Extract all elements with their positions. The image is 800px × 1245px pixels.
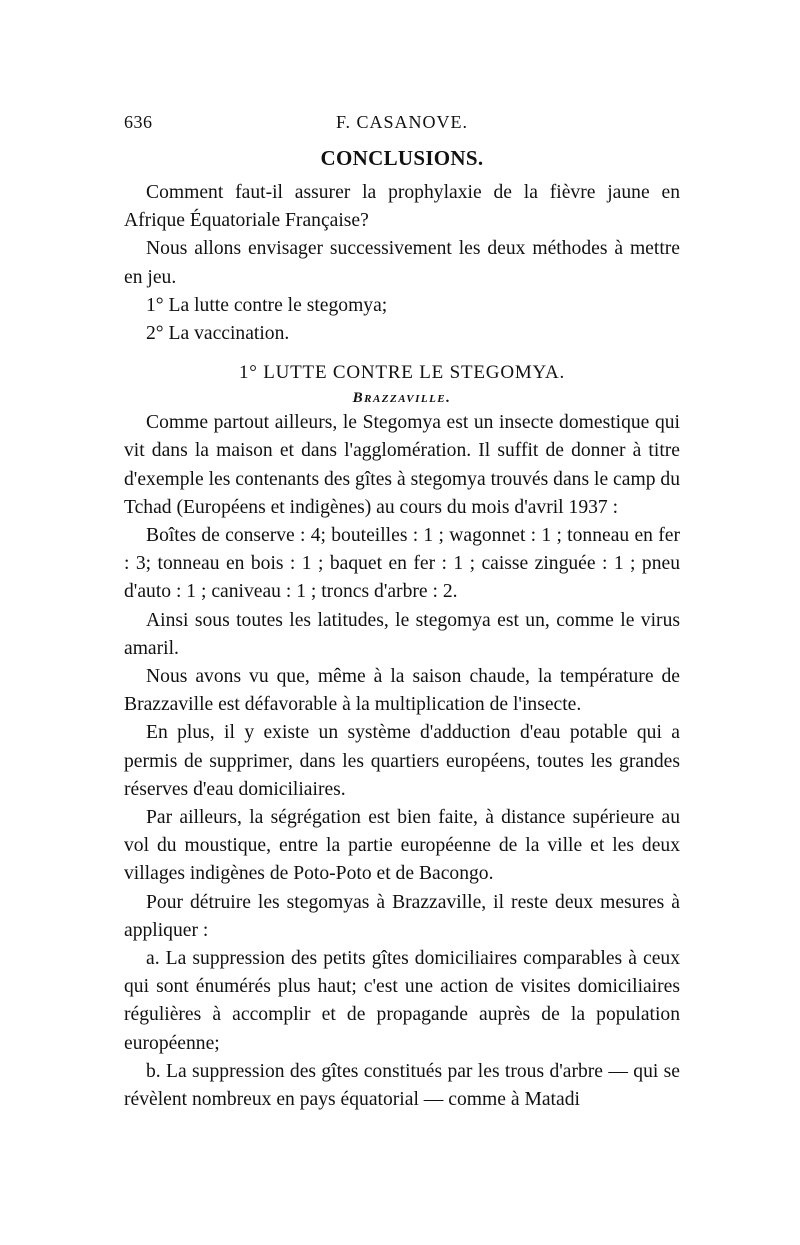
intro-paragraph-1: Comment faut-il assurer la prophylaxie de la fièvre jaune en Afrique Équatoriale Française?: [124, 182, 680, 232]
subsection-title: 1° LUTTE CONTRE LE STEGOMYA.: [238, 362, 566, 384]
body-paragraph-6: Par ailleurs, la ségrégation est bien faite, à distance supérieure au vol du moustique, entre la partie européenne de la ville et les deux villages indigènes de Poto-Poto et de Bacongo.: [124, 807, 680, 885]
running-head-author: F. CASANOVE.: [335, 112, 469, 132]
page: [124, 112, 680, 1114]
body-paragraph-4: Nous avons vu que, même à la saison chaude, la température de Brazzaville est défavorable à la multiplication de l'insecte.: [124, 666, 680, 716]
intro-list-item-1: 1° La lutte contre le stegomya;: [146, 294, 388, 316]
body-paragraph-8: a. La suppression des petits gîtes domiciliaires comparables à ceux qui sont énumérés plus haut; c'est une action de visites domiciliaires régulières à accomplir et de propagande auprès de la population européenne;: [124, 948, 680, 1054]
body-paragraph-9: b. La suppression des gîtes constitués par les trous d'arbre — qui se révèlent nombreux en pays équatorial — comme à Matadi: [124, 1060, 680, 1111]
body-paragraph-3: Ainsi sous toutes les latitudes, le stegomya est un, comme le virus amaril.: [124, 609, 680, 659]
place-heading: Brazzaville.: [352, 390, 452, 407]
section-title: CONCLUSIONS.: [320, 146, 484, 170]
body-paragraph-7: Pour détruire les stegomyas à Brazzaville, il reste deux mesures à appliquer :: [124, 891, 680, 941]
intro-paragraph-2: Nous allons envisager successivement les deux méthodes à mettre en jeu.: [124, 238, 680, 288]
running-head: [124, 112, 680, 142]
body-paragraph-1: Comme partout ailleurs, le Stegomya est un insecte domestique qui vit dans la maison et dans l'agglomération. Il suffit de donner à titre d'exemple les contenants des gîtes à stegomya trouvés dans le camp du Tchad (Européens et indigènes) au cours du mois d'avril 1937 :: [124, 412, 680, 518]
body-paragraph-2: Boîtes de conserve : 4; bouteilles : 1 ; wagonnet : 1 ; tonneau en fer : 3; tonneau en bois : 1 ; baquet en fer : 1 ; caisse zinguée : 1 ; pneu d'auto : 1 ; caniveau : 1 ; troncs d'arbre : 2.: [124, 525, 680, 603]
page-number: 636: [124, 112, 153, 132]
intro-list-item-2: 2° La vaccination.: [146, 323, 290, 345]
body-paragraph-5: En plus, il y existe un système d'adduction d'eau potable qui a permis de supprimer, dans les quartiers européens, toutes les grandes réserves d'eau domiciliaires.: [124, 722, 680, 800]
